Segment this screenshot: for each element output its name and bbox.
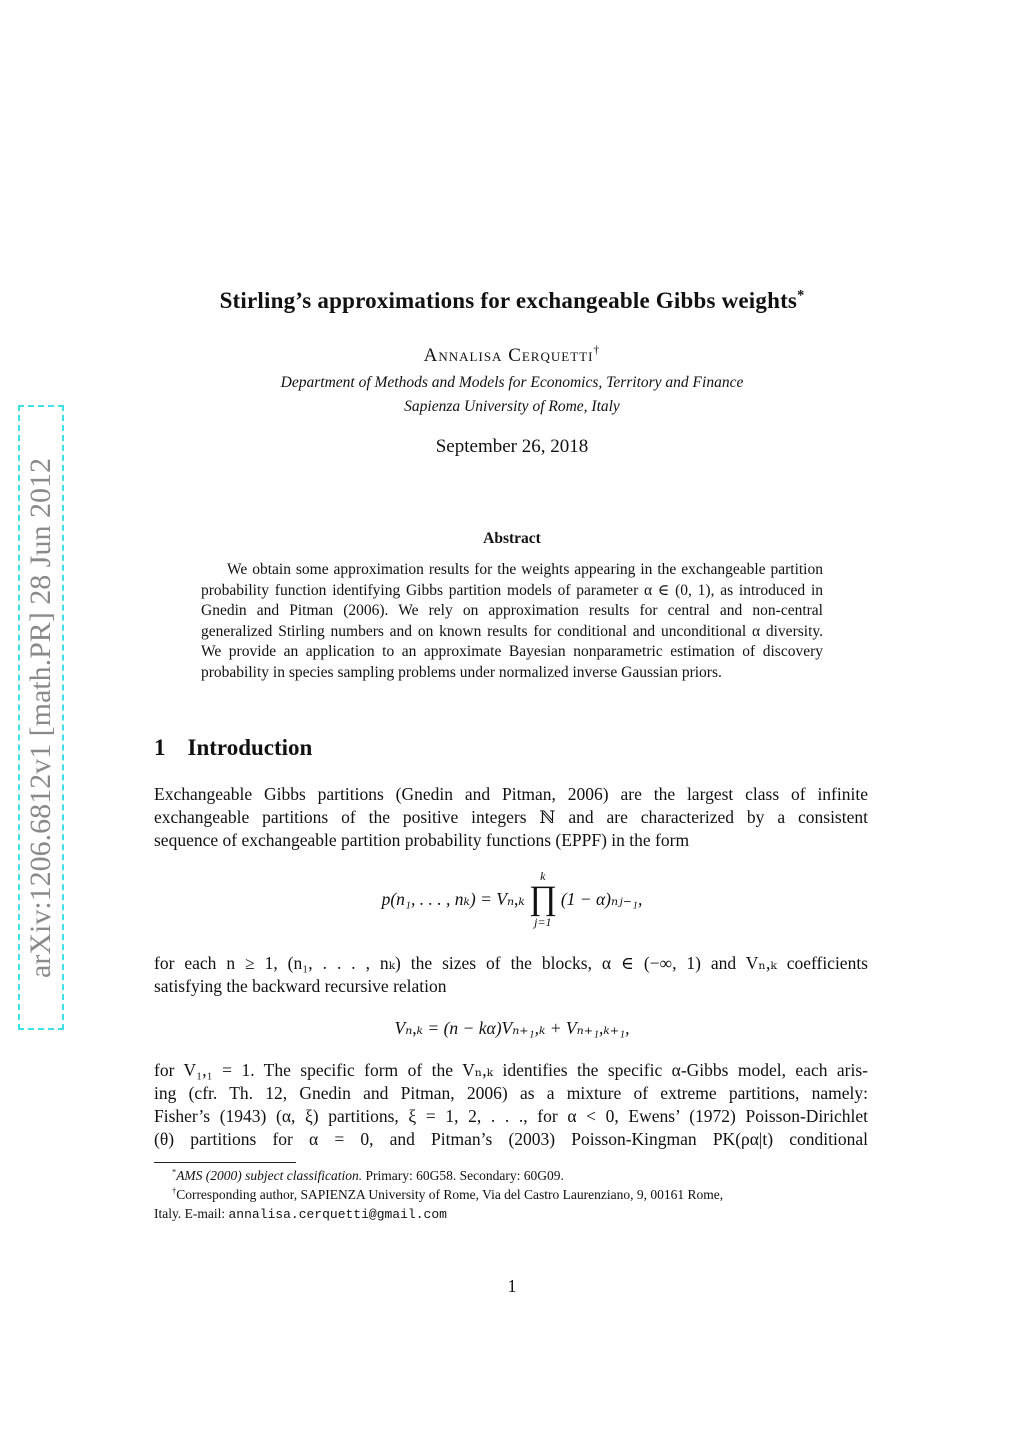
author-email: annalisa.cerquetti@gmail.com — [228, 1207, 447, 1222]
equation-recursion: Vₙ,ₖ = (n − kα)Vₙ₊₁,ₖ + Vₙ₊₁,ₖ₊₁, — [394, 1018, 630, 1038]
paragraph-3 — [154, 1059, 868, 1151]
footnote-1 — [154, 1166, 868, 1185]
equation-eppf-lhs: p(n₁, . . . , nₖ) = Vₙ,ₖ — [381, 888, 525, 909]
product-upper-limit: k — [540, 869, 546, 883]
paragraph-1-line: Exchangeable Gibbs partitions (Gnedin and Pitman, 2006) are the largest class of infinite — [154, 784, 868, 804]
paper-date: September 26, 2018 — [435, 436, 589, 457]
abstract-text: We obtain some approximation results for the weights appearing in the exchangeable partition probability function identifying Gibbs partition models of parameter α ∈ (0, 1), as introduced in Gnedin and Pitman (2006). We rely on approximation results for central and non-central generalized Stirling numbers and on known results for conditional and unconditional α diversity. We provide an application to an approximate Bayesian nonparametric estimation of discovery probability in species sampling problems under normalized inverse Gaussian priors. — [201, 561, 823, 681]
footnote-2-mark: † — [172, 1186, 177, 1196]
paragraph-3-line: Fisher’s (1943) (α, ξ) partitions, ξ = 1, 2, . . ., for α < 0, Ewens’ (1972) Poisson-Dirichlet — [154, 1106, 868, 1126]
author-name: Annalisa Cerquetti — [423, 345, 594, 366]
equation-eppf-rhs: (1 − α)ₙⱼ₋₁, — [560, 888, 643, 909]
paragraph-1-line: sequence of exchangeable partition probability functions (EPPF) in the form — [154, 830, 690, 850]
footnote-1-mark: * — [172, 1167, 177, 1177]
page-number: 1 — [507, 1276, 517, 1296]
abstract-heading: Abstract — [483, 530, 541, 547]
arxiv-stamp-frame — [18, 405, 64, 1030]
product-symbol: ∏ — [528, 880, 557, 917]
section-title: Introduction — [187, 735, 313, 760]
section-heading — [154, 735, 312, 761]
footnote-2 — [154, 1185, 868, 1224]
footnote-rule — [154, 1162, 296, 1163]
arxiv-stamp: arXiv:1206.6812v1 [math.PR] 28 Jun 2012 — [24, 457, 57, 978]
section-number: 1 — [154, 735, 166, 760]
paragraph-2-line: satisfying the backward recursive relation — [154, 976, 447, 996]
affiliation-line-2: Sapienza University of Rome, Italy — [404, 398, 620, 415]
paragraph-1-line: exchangeable partitions of the positive integers ℕ and are characterized by a consistent — [154, 807, 868, 827]
paper-title — [0, 288, 1024, 314]
title-text: Stirling’s approximations for exchangeable Gibbs weights — [219, 288, 798, 313]
title-footnote-mark: * — [797, 287, 805, 304]
footnote-1-text: Primary: 60G58. Secondary: 60G09. — [362, 1168, 564, 1183]
footnote-2-line-2: Italy. E-mail: — [154, 1206, 229, 1221]
footnote-2-line-1: Corresponding author, SAPIENZA University of Rome, Via del Castro Laurenziano, 9, 00161 Rome, — [176, 1187, 724, 1202]
author — [0, 345, 1024, 367]
paragraph-3-line: for V₁,₁ = 1. The specific form of the Vₙ,ₖ identifies the specific α-Gibbs model, each aris- — [154, 1060, 868, 1080]
product-lower-limit: j=1 — [534, 915, 552, 929]
author-footnote-mark: † — [593, 343, 601, 357]
paragraph-3-line: ing (cfr. Th. 12, Gnedin and Pitman, 2006) as a mixture of extreme partitions, namely: — [154, 1083, 868, 1103]
paragraph-1 — [154, 783, 868, 852]
footnote-1-italic: AMS (2000) subject classification. — [176, 1168, 363, 1183]
equation-eppf — [0, 870, 1024, 928]
paragraph-2-line: for each n ≥ 1, (n₁, . . . , nₖ) the sizes of the blocks, α ∈ (−∞, 1) and Vₙ,ₖ coefficients — [154, 953, 868, 973]
paragraph-3-line: (θ) partitions for α = 0, and Pitman’s (2003) Poisson-Kingman PK(ρα|t) conditional — [154, 1129, 868, 1149]
affiliation-line-1: Department of Methods and Models for Economics, Territory and Finance — [280, 374, 744, 391]
paragraph-2 — [154, 952, 868, 998]
